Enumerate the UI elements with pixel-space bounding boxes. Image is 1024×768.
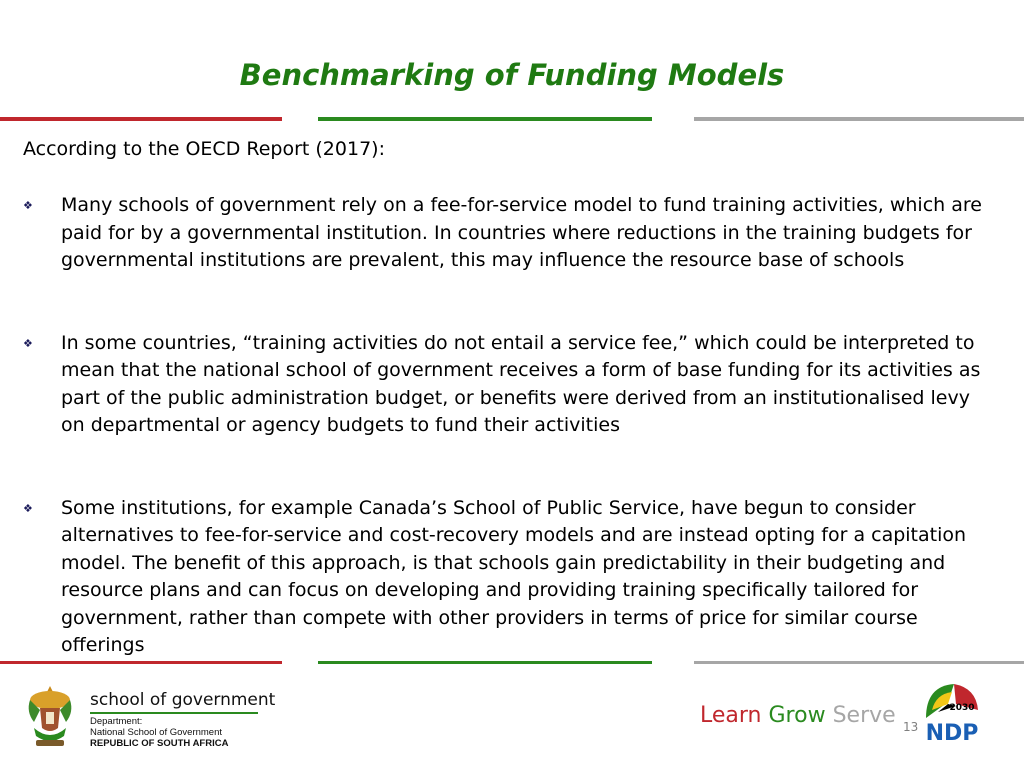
- slogan-learn: Learn: [700, 703, 762, 728]
- bullet-text: Some institutions, for example Canada’s School of Public Service, have begun to consider alternatives to fee-for-service and cost-recovery models and are instead opting for a capitation model. The benefit of this approach, is that schools gain predictability in their budgeting and resource plans and can focus on developing and providing training specifically tailored for government, rather than compete with other providers in terms of price for similar course offerings: [61, 496, 967, 656]
- intro-text: According to the OECD Report (2017):: [23, 138, 385, 160]
- bullet-list: [23, 192, 998, 660]
- slide-title: Benchmarking of Funding Models: [239, 58, 785, 92]
- slogan-grow: Grow: [768, 703, 826, 728]
- header-rule-red: [0, 117, 282, 121]
- list-item: [23, 192, 998, 275]
- bullet-text: In some countries, “training activities do not entail a service fee,” which could be interpreted to mean that the national school of government receives a form of base funding for its activities as part of the public administration budget, or benefits were derived from an institutionalised levy on departmental or agency budgets to fund their activities: [61, 331, 981, 436]
- slogan-serve: Serve: [832, 703, 896, 728]
- ndp-year: 2030: [949, 703, 975, 713]
- page-number: 13: [903, 720, 919, 734]
- header-rule-gray: [694, 117, 1024, 121]
- org-underline: [90, 712, 258, 714]
- ndp-logo: [918, 680, 982, 744]
- footer-rule-green: [318, 661, 652, 664]
- bullet-text: Many schools of government rely on a fee-for-service model to fund training activities, which are paid for by a governmental institution. In countries where reductions in the training budgets for governmental institutions are prevalent, this may influence the resource base of schools: [61, 194, 982, 271]
- coat-of-arms-icon: [24, 682, 76, 750]
- dept-name: National School of Government: [90, 727, 223, 738]
- diamond-dots-icon: ❖: [23, 199, 33, 212]
- footer-rule-gray: [694, 661, 1024, 664]
- header-rule-green: [318, 117, 652, 121]
- dept-label: Department:: [90, 716, 143, 727]
- country-name: REPUBLIC OF SOUTH AFRICA: [90, 738, 229, 749]
- diamond-dots-icon: ❖: [23, 501, 33, 515]
- list-item: [23, 495, 998, 660]
- department-block: [90, 716, 228, 749]
- diamond-dots-icon: ❖: [23, 336, 33, 350]
- ndp-text: NDP: [925, 721, 979, 744]
- footer-rule-red: [0, 661, 282, 664]
- slide-body: [23, 136, 998, 660]
- list-item: [23, 330, 998, 440]
- org-name: school of government: [90, 690, 276, 710]
- slogan: [700, 701, 896, 731]
